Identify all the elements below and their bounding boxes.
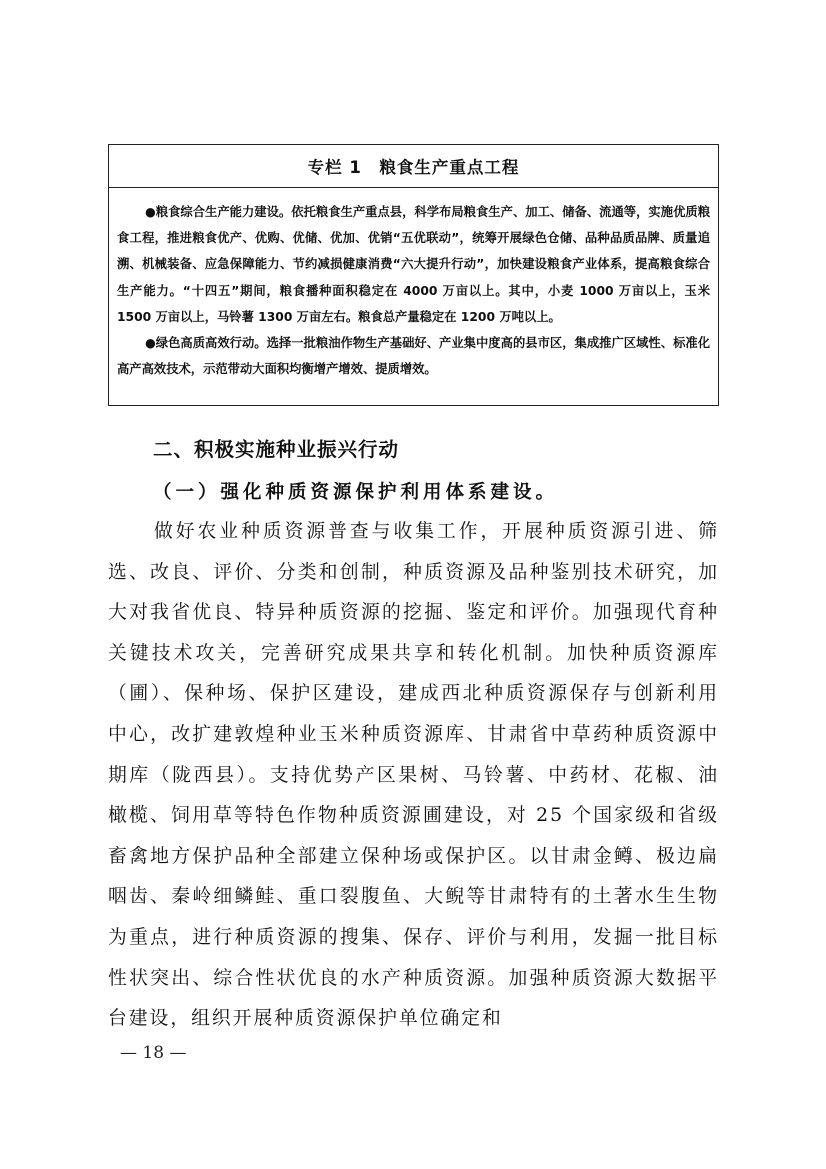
sidebar-paragraph: ●绿色高质高效行动。选择一批粮油作物生产基础好、产业集中度高的县市区，集成推广区域性、标准化高产高效技术，示范带动大面积均衡增产增效、提质增效。	[117, 336, 710, 377]
sidebar-box-title: 专栏 1 粮食生产重点工程	[109, 145, 718, 188]
sidebar-paragraph: ●粮食综合生产能力建设。依托粮食生产重点县，科学布局粮食生产、加工、储备、流通等，实施优质粮食工程，推进粮食优产、优购、优储、优加、优销“五优联动”，统筹开展绿色仓储、品种品质品牌、质量追溯、机械装备、应急保障能力、节约减损健康消费“六大提升行动”，加快建设粮食产业体系，提高粮食综合生产能力。“十四五”期间，粮食播种面积稳定在 4000 万亩以上。其中，小麦 1000 万亩以上，玉米 1500 万亩以上，马铃薯 1300 万亩左右。粮食总产量稳定在 1200 万吨以上。	[117, 205, 710, 324]
body-paragraph: 做好农业种质资源普查与收集工作，开展种质资源引进、筛选、改良、评价、分类和创制，种质资源及品种鉴别技术研究，加大对我省优良、特异种质资源的挖掘、鉴定和评价。加强现代育种关键技术攻关，完善研究成果共享和转化机制。加快种质资源库（圃）、保种场、保护区建设，建成西北种质资源保存与创新利用中心，改扩建敦煌种业玉米种质资源库、甘肃省中草药种质资源中期库（陇西县）。支持优势产区果树、马铃薯、中药材、花椒、油橄榄、饲用草等特色作物种质资源圃建设，对 25 个国家级和省级畜禽地方保护品种全部建立保种场或保护区。以甘肃金鳟、极边扁咽齿、秦岭细鳞鲑、重口裂腹鱼、大鲵等甘肃特有的土著水生生物为重点，进行种质资源的搜集、保存、评价与利用，发掘一批目标性状突出、综合性状优良的水产种质资源。加强种质资源大数据平台建设，组织开展种质资源保护单位确定和	[108, 521, 719, 1030]
section-heading: 二、积极实施种业振兴行动	[153, 438, 400, 461]
page-number: — 18 —	[120, 1043, 187, 1063]
subsection-heading: （一）强化种质资源保护利用体系建设。	[153, 482, 559, 503]
sidebar-box-body	[109, 188, 718, 382]
sidebar-box	[108, 144, 719, 406]
body-text	[108, 512, 719, 1040]
